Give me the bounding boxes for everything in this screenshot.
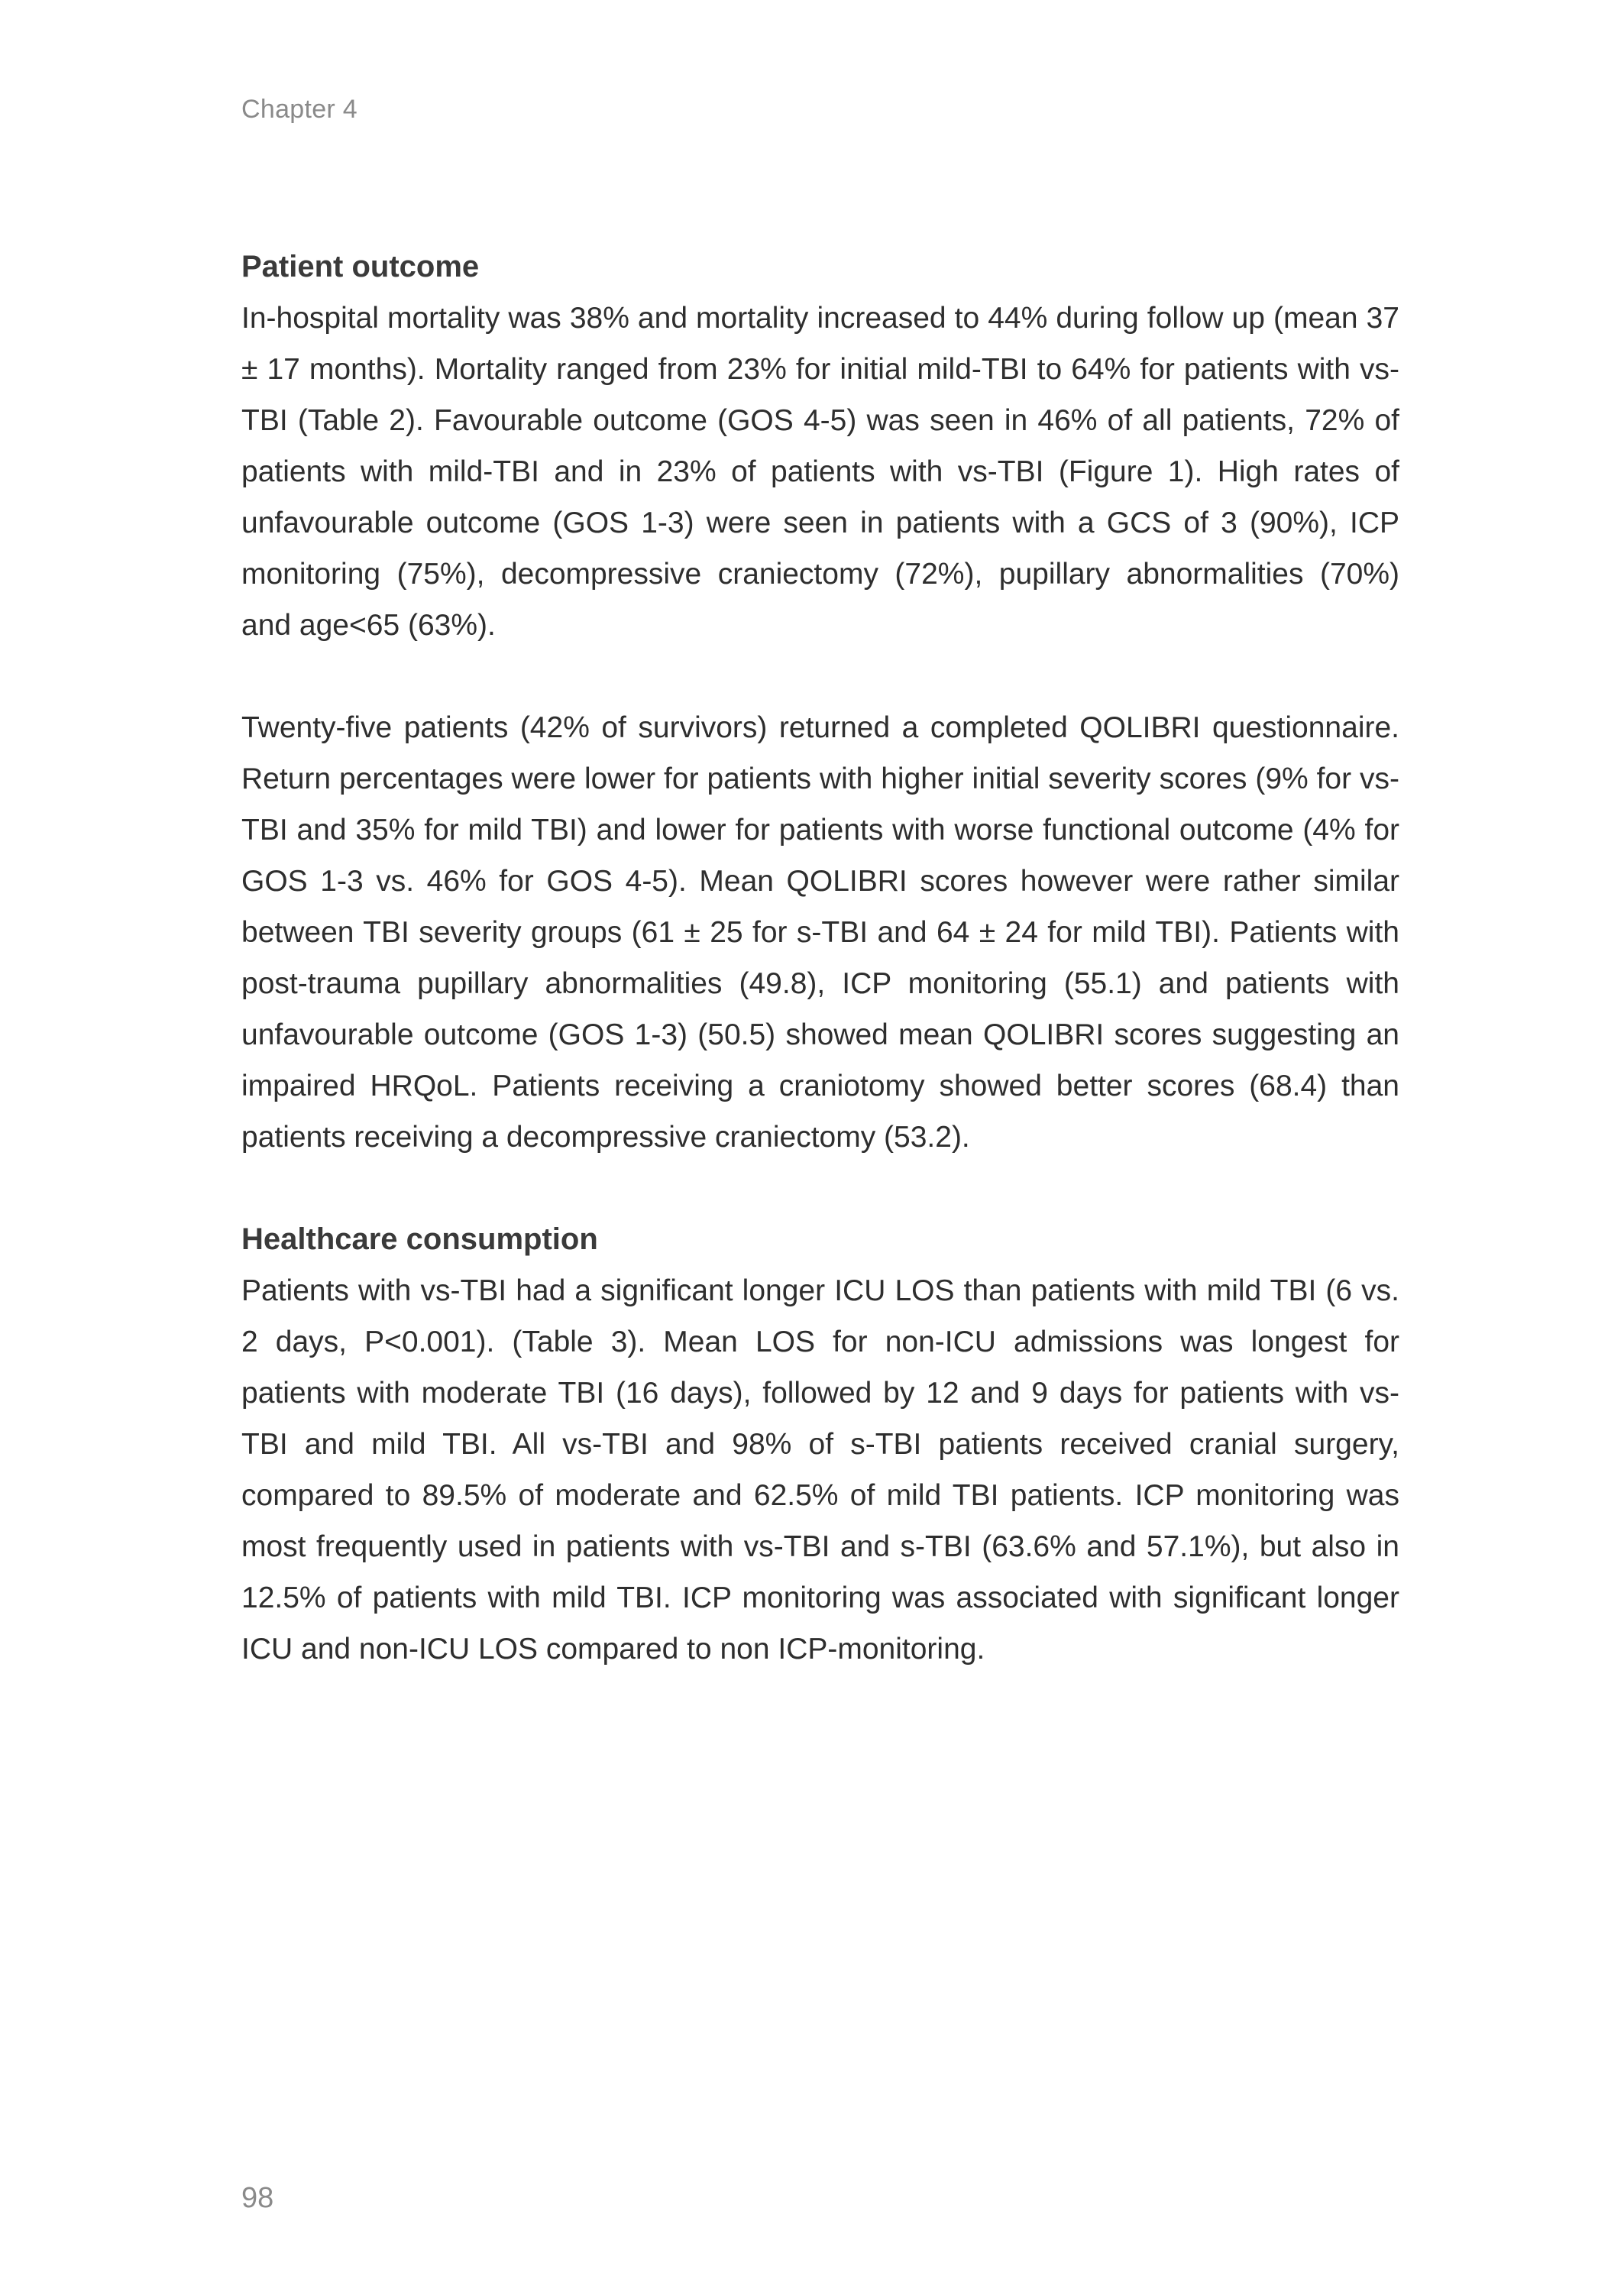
section-heading-healthcare-consumption: Healthcare consumption [241, 1222, 598, 1256]
paragraph-mortality: In-hospital mortality was 38% and mortality increased to 44% during follow up (mean 37 ± 17 months). Mortality ranged from 23% for initial mild-TBI to 64% for patients with vs-TBI (Table 2). Favourable outcome (GOS 4-5) was seen in 46% of all patients, 72% of patients with mild-TBI and in 23% of patients with vs-TBI (Figure 1). High rates of unfavourable outcome (GOS 1-3) were seen in patients with a GCS of 3 (90%), ICP monitoring (75%), decompressive craniectomy (72%), pupillary abnormalities (70%) and age<65 (63%). [241, 302, 1399, 642]
section-heading-patient-outcome: Patient outcome [241, 250, 480, 283]
page-body [241, 241, 1399, 1675]
paragraph-healthcare: Patients with vs-TBI had a significant longer ICU LOS than patients with mild TBI (6 vs. 2 days, P<0.001). (Table 3). Mean LOS for non-ICU admissions was longest for patients with moderate TBI (16 days), followed by 12 and 9 days for patients with vs-TBI and mild TBI. All vs-TBI and 98% of s-TBI patients received cranial surgery, compared to 89.5% of moderate and 62.5% of mild TBI patients. ICP monitoring was most frequently used in patients with vs-TBI and s-TBI (63.6% and 57.1%), but also in 12.5% of patients with mild TBI. ICP monitoring was associated with significant longer ICU and non-ICU LOS compared to non ICP-monitoring. [241, 1274, 1399, 1666]
paragraph-spacer [241, 651, 1399, 702]
paragraph-qolibri: Twenty-five patients (42% of survivors) returned a completed QOLIBRI questionnaire. Return percentages were lower for patients with higher initial severity scores (9% for vs-TBI and 35% for mild TBI) and lower for patients with worse functional outcome (4% for GOS 1-3 vs. 46% for GOS 4-5). Mean QOLIBRI scores however were rather similar between TBI severity groups (61 ± 25 for s-TBI and 64 ± 24 for mild TBI). Patients with post-trauma pupillary abnormalities (49.8), ICP monitoring (55.1) and patients with unfavourable outcome (GOS 1-3) (50.5) showed mean QOLIBRI scores suggesting an impaired HRQoL. Patients receiving a craniotomy showed better scores (68.4) than patients receiving a decompressive craniectomy (53.2). [241, 711, 1399, 1154]
running-header: Chapter 4 [241, 95, 358, 124]
section-spacer [241, 1163, 1399, 1214]
page-number: 98 [241, 2182, 274, 2214]
